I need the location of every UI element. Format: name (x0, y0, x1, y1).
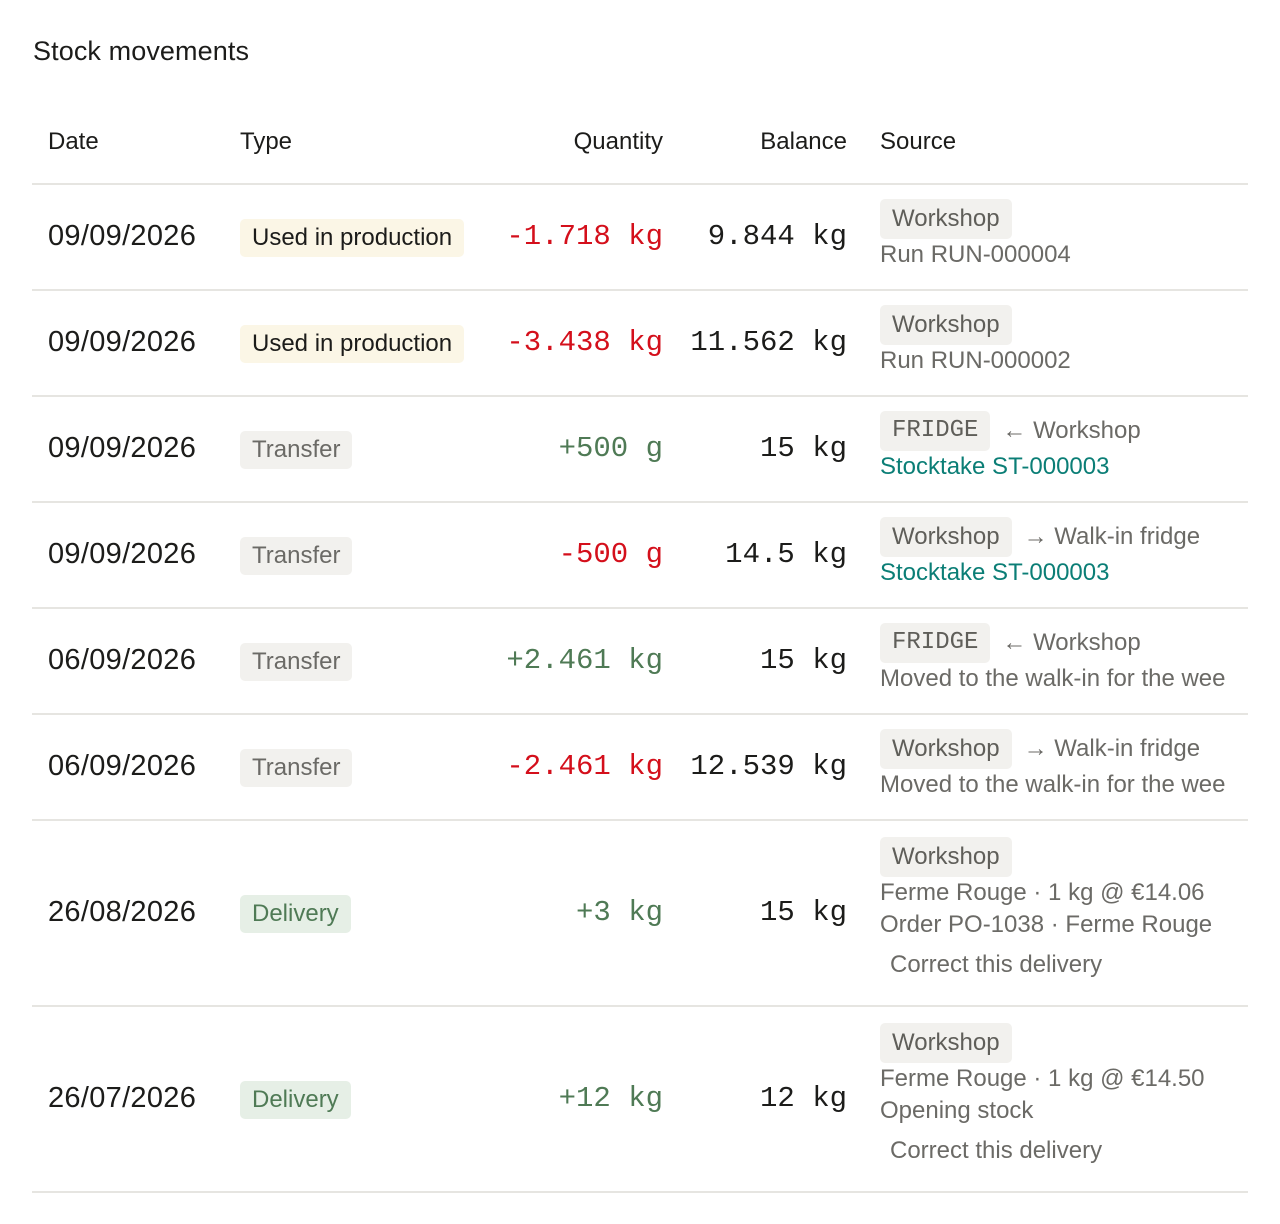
type-badge: Transfer (240, 537, 352, 575)
source-location-line (880, 729, 1248, 769)
type-badge: Delivery (240, 1081, 351, 1119)
location-chip: Workshop (880, 837, 1012, 877)
balance-value: 12 kg (759, 1082, 847, 1115)
movement-date: 09/09/2026 (48, 538, 197, 570)
source-detail: Moved to the walk-in for the wee (880, 665, 1226, 692)
table-row (32, 715, 1248, 821)
table-row (32, 821, 1248, 1007)
location-chip: FRIDGE (880, 411, 990, 451)
source-cell (880, 411, 1248, 483)
movement-date: 09/09/2026 (48, 326, 197, 358)
location-chip: Workshop (880, 1023, 1012, 1063)
source-detail: Moved to the walk-in for the wee (880, 771, 1226, 798)
stock-movements-table (32, 104, 1248, 1193)
quantity-value: -1.718 kg (506, 220, 663, 253)
page-title: Stock movements (33, 36, 250, 66)
stocktake-link[interactable]: Stocktake ST-000003 (880, 453, 1110, 480)
table-row (32, 397, 1248, 503)
column-header-type: Type (240, 128, 293, 155)
transfer-direction: → Walk-in fridge (1023, 735, 1201, 762)
balance-value: 14.5 kg (725, 538, 847, 571)
quantity-value: +500 g (558, 432, 663, 465)
type-badge: Transfer (240, 431, 352, 469)
location-chip: Workshop (880, 305, 1012, 345)
source-location-line (880, 411, 1248, 451)
column-header-source: Source (880, 128, 957, 155)
movement-date: 26/07/2026 (48, 1082, 197, 1114)
source-location-line (880, 623, 1248, 663)
source-detail: Ferme Rouge · 1 kg @ €14.06 (880, 879, 1205, 906)
location-chip: Workshop (880, 199, 1012, 239)
balance-value: 11.562 kg (690, 326, 847, 359)
table-row (32, 609, 1248, 715)
source-location-line (880, 1023, 1248, 1063)
quantity-value: -2.461 kg (506, 750, 663, 783)
quantity-value: -3.438 kg (506, 326, 663, 359)
movement-date: 26/08/2026 (48, 896, 197, 928)
source-detail: Run RUN-000002 (880, 347, 1071, 374)
stocktake-link[interactable]: Stocktake ST-000003 (880, 559, 1110, 586)
movement-date: 09/09/2026 (48, 220, 197, 252)
transfer-direction: ← Workshop (1002, 417, 1141, 444)
source-location-line (880, 305, 1248, 345)
table-row (32, 291, 1248, 397)
balance-value: 15 kg (759, 644, 847, 677)
correct-delivery-button[interactable]: Correct this delivery (890, 1137, 1103, 1164)
column-header-balance: Balance (760, 128, 847, 155)
source-cell (880, 199, 1248, 271)
column-header-date: Date (48, 128, 99, 155)
correct-delivery-button[interactable]: Correct this delivery (890, 951, 1103, 978)
table-row (32, 185, 1248, 291)
source-note: Opening stock (880, 1097, 1034, 1124)
table-body (32, 185, 1248, 1193)
location-chip: Workshop (880, 729, 1012, 769)
source-note: Order PO-1038 · Ferme Rouge (880, 911, 1213, 938)
table-row (32, 503, 1248, 609)
source-cell (880, 305, 1248, 377)
source-cell (880, 1023, 1248, 1167)
source-cell (880, 623, 1248, 695)
quantity-value: +12 kg (558, 1082, 663, 1115)
type-badge: Transfer (240, 749, 352, 787)
balance-value: 15 kg (759, 432, 847, 465)
quantity-value: +3 kg (575, 896, 663, 929)
source-detail: Run RUN-000004 (880, 241, 1071, 268)
balance-value: 9.844 kg (707, 220, 847, 253)
quantity-value: +2.461 kg (506, 644, 663, 677)
location-chip: FRIDGE (880, 623, 990, 663)
source-location-line (880, 199, 1248, 239)
type-badge: Transfer (240, 643, 352, 681)
type-badge: Used in production (240, 219, 464, 257)
type-badge: Used in production (240, 325, 464, 363)
source-cell (880, 837, 1248, 981)
table-header (32, 104, 1248, 185)
transfer-direction: ← Workshop (1002, 629, 1141, 656)
balance-value: 12.539 kg (690, 750, 847, 783)
balance-value: 15 kg (759, 896, 847, 929)
source-cell (880, 517, 1248, 589)
source-detail: Ferme Rouge · 1 kg @ €14.50 (880, 1065, 1205, 1092)
source-location-line (880, 837, 1248, 877)
column-header-quantity: Quantity (573, 128, 663, 155)
transfer-direction: → Walk-in fridge (1023, 523, 1201, 550)
type-badge: Delivery (240, 895, 351, 933)
quantity-value: -500 g (558, 538, 663, 571)
movement-date: 09/09/2026 (48, 432, 197, 464)
location-chip: Workshop (880, 517, 1012, 557)
movement-date: 06/09/2026 (48, 644, 197, 676)
movement-date: 06/09/2026 (48, 750, 197, 782)
source-location-line (880, 517, 1248, 557)
table-row (32, 1007, 1248, 1193)
source-cell (880, 729, 1248, 801)
